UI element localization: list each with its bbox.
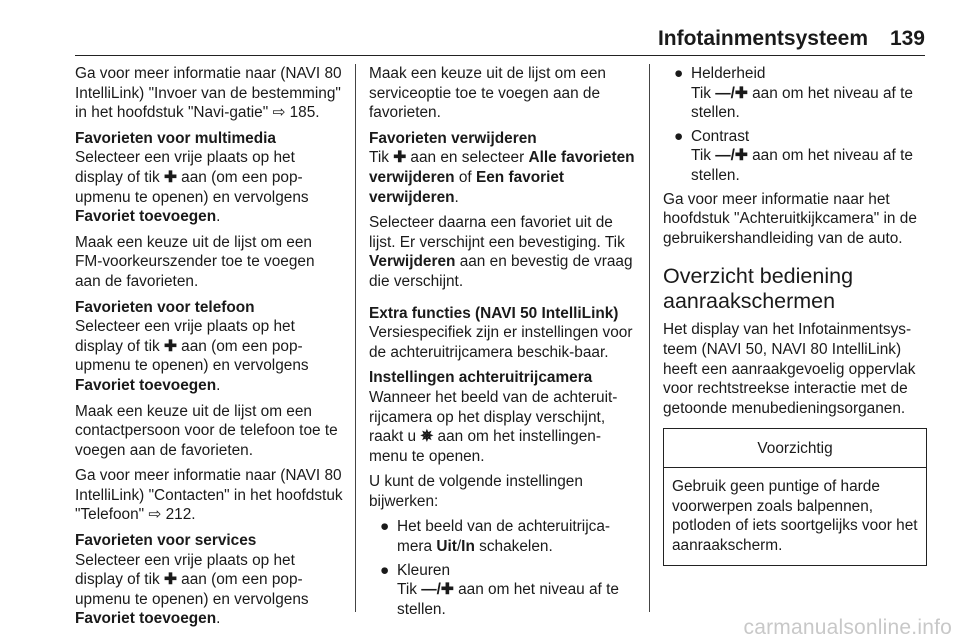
header-divider — [75, 55, 925, 56]
subheading: Instellingen achteruitrijcamera — [369, 369, 593, 387]
list-item: ● Het beeld van de achteruitrijca-mera Uit/In schakelen. — [380, 518, 611, 556]
bullet-icon: ● — [380, 561, 390, 579]
subheading: Extra functies (NAVI 50 IntelliLink) — [369, 304, 619, 322]
minus-plus-icon: —/✚ — [715, 84, 748, 102]
gear-icon: ✵ — [420, 428, 434, 446]
paragraph: Selecteer daarna een favoriet uit de lijst. Er verschijnt een bevestiging. Tik Verwijderen aan en bevestig de vraag die verschijnt. — [369, 214, 633, 290]
page-header — [0, 0, 960, 60]
column-3 — [663, 64, 927, 566]
section-title: Infotainmentsysteem — [657, 27, 868, 50]
paragraph: Ga voor meer informatie naar (NAVI 80 IntelliLink) "Invoer van de bestemming" in het hoofdstuk "Navi-gatie" ⇨ 185. — [75, 65, 342, 122]
section-telefoon: Favorieten voor telefoon Selecteer een vrije plaats op het display of tik ✚ aan (om een pop-upmenu te openen) en vervolgens Favoriet toevoegen. — [75, 298, 343, 396]
warning-text: Gebruik geen puntige of harde voorwerpen zoals balpennen, potloden of iets soortgelijks voor het aanraakscherm. — [672, 477, 918, 554]
subheading: Favorieten verwijderen — [369, 129, 537, 147]
paragraph: Maak een keuze uit de lijst om een FM-voorkeurszender toe te voegen aan de favorieten. — [75, 233, 315, 290]
column-2 — [369, 64, 637, 623]
plus-icon: ✚ — [393, 149, 407, 167]
plus-icon: ✚ — [163, 571, 177, 589]
minus-plus-icon: —/✚ — [715, 147, 748, 165]
paragraph: U kunt de volgende instellingen bijwerken: — [369, 473, 583, 510]
column-divider-1 — [355, 64, 356, 612]
list-item: ● Kleuren Tik —/✚ aan om het niveau af te stellen. — [380, 561, 619, 618]
bullet-icon: ● — [674, 65, 684, 82]
section-heading: Overzicht bediening aanraakschermen — [663, 264, 854, 314]
footer — [0, 616, 960, 642]
subheading: Favorieten voor services — [75, 532, 257, 550]
plus-icon: ✚ — [163, 337, 177, 355]
paragraph: Ga voor meer informatie naar het hoofdstuk "Achteruitkijkcamera" in de gebruikershandleiding van de auto. — [663, 190, 917, 247]
paragraph: Versiespecifiek zijn er instellingen voor de achteruitrijcamera beschik-baar. — [369, 324, 633, 361]
plus-icon: ✚ — [163, 168, 177, 186]
watermark: carmanualsonline.info — [743, 616, 952, 639]
column-divider-2 — [649, 64, 650, 612]
list-item: ● Helderheid Tik —/✚ aan om het niveau af te stellen. — [674, 65, 913, 122]
paragraph: Maak een keuze uit de lijst om een serviceoptie toe te voegen aan de favorieten. — [369, 65, 606, 122]
section-verwijderen: Favorieten verwijderen Tik ✚ aan en selecteer Alle favorieten verwijderen of Een favoriet verwijderen. — [369, 129, 637, 207]
list-item: ● Contrast Tik —/✚ aan om het niveau af te stellen. — [674, 127, 913, 184]
column-1 — [75, 64, 343, 635]
page-reference: ⇨ 185. — [272, 104, 320, 122]
section-multimedia: Favorieten voor multimedia Selecteer een vrije plaats op het display of tik ✚ aan (om een pop-upmenu te openen) en vervolgens Favoriet toevoegen. — [75, 129, 343, 227]
section-services: Favorieten voor services Selecteer een vrije plaats op het display of tik ✚ aan (om een pop-upmenu te openen) en vervolgens Favoriet toevoegen. — [75, 531, 343, 629]
page-reference: ⇨ 212. — [148, 506, 196, 524]
warning-title: Voorzichtig — [664, 429, 926, 468]
subheading: Favorieten voor telefoon — [75, 298, 255, 316]
subheading: Favorieten voor multimedia — [75, 129, 276, 147]
paragraph: Ga voor meer informatie naar (NAVI 80 IntelliLink) "Contacten" in het hoofdstuk "Telefoon" ⇨ 212. — [75, 467, 343, 524]
bullet-icon: ● — [674, 127, 684, 145]
page-number: 139 — [889, 27, 925, 50]
minus-plus-icon: —/✚ — [421, 581, 454, 599]
paragraph: Maak een keuze uit de lijst om een contactpersoon voor de telefoon toe te voegen aan de favorieten. — [75, 402, 338, 459]
warning-box — [663, 428, 927, 566]
paragraph: Het display van het Infotainmentsys-teem (NAVI 50, NAVI 80 IntelliLink) heeft een aanraakgevoelig oppervlak voor rechtstreekse interactie met de getoonde menubedieningsorganen. — [663, 321, 916, 417]
section-camera: Instellingen achteruitrijcamera Wanneer het beeld van de achteruit-rijcamera op het display verschijnt, raakt u ✵ aan om het instellingen-menu te openen. — [369, 368, 637, 466]
bullet-icon: ● — [380, 518, 390, 536]
